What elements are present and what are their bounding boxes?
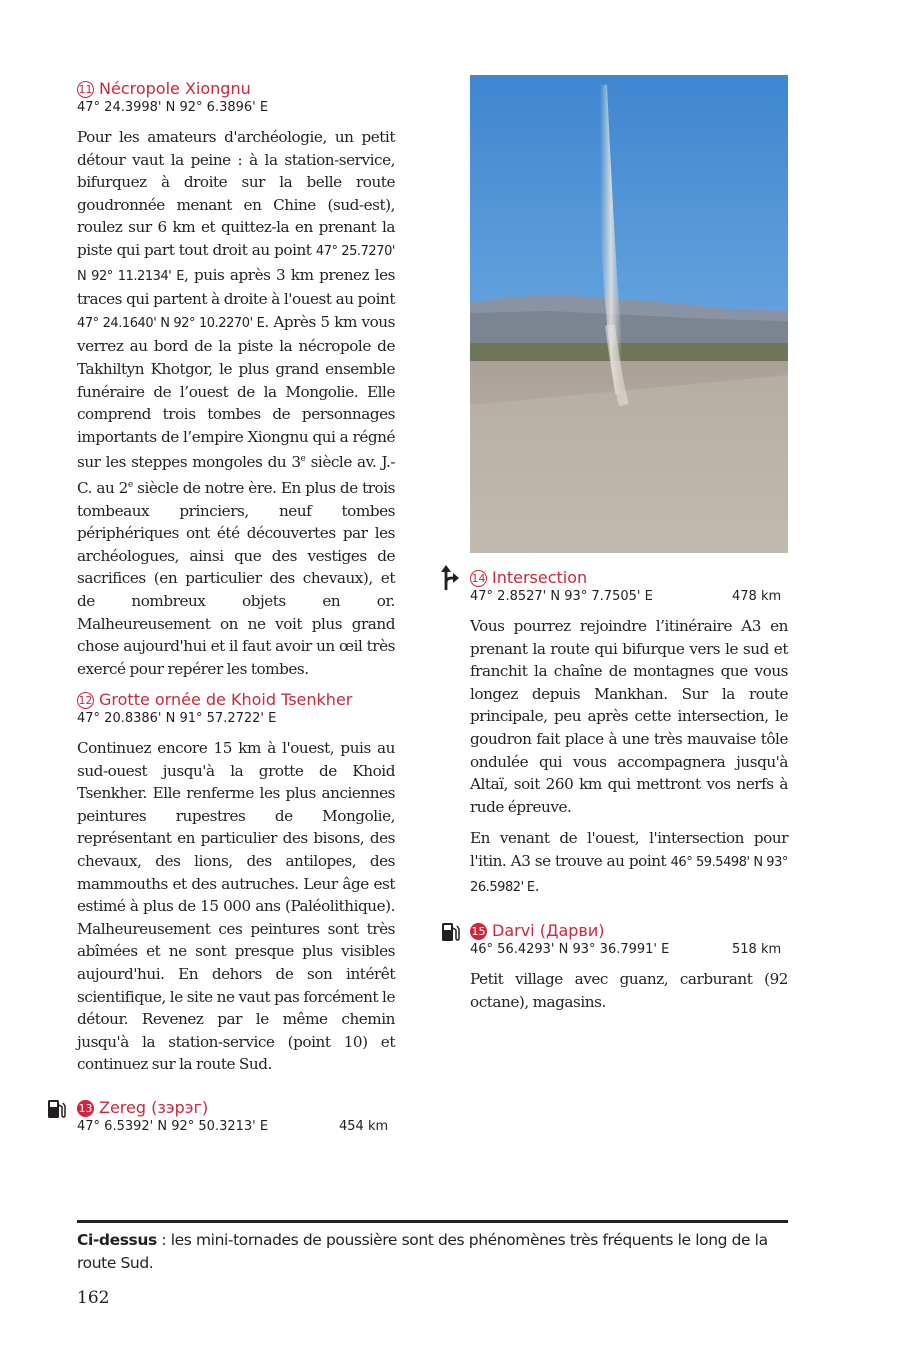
entry-description: Vous pourrez rejoindre l’itinéraire A3 en prenant la route qui bifurque vers le sud et franchit la chaîne de montagnes que vous longez depuis Mankhan. Sur la route principale, peu après cette intersection, le goudron fait place à une très mauvaise tôle ondulée qui vous accompagnera jusqu'à Altaï, soit 260 km qui mettront vos nerfs à rude épreuve.: [470, 617, 788, 816]
entry-title-text: Zereg (зэрэг): [99, 1098, 209, 1117]
entry-number-badge: 12: [78, 694, 93, 707]
entry-number-badge: 15: [471, 925, 486, 938]
distance-value: 518 km: [732, 942, 782, 957]
gps-inline: 46° 59.5498' N 93° 26.5982' E: [470, 854, 788, 895]
fuel-pump-icon: [47, 1099, 66, 1119]
entry-number-badge: 13: [78, 1102, 93, 1115]
entry-title-text: Nécropole Xiongnu: [99, 79, 251, 98]
entry-necropole: [77, 79, 395, 680]
dust-devil-landscape: [470, 75, 788, 553]
gps-coordinates: 46° 56.4293' N 93° 36.7991' E 518 km: [470, 942, 782, 957]
photo-caption: [77, 1229, 788, 1274]
gps-inline: 47° 25.7270' N 92° 11.2134' E: [77, 243, 396, 284]
entry-description: Petit village avec guanz, carburant (92 octane), magasins.: [470, 970, 788, 1011]
distance-value: 478 km: [732, 589, 782, 604]
entry-title: [470, 568, 788, 588]
page-number: 162: [77, 1288, 110, 1308]
entry-title: [470, 921, 788, 941]
entry-description-2: En venant de l'ouest, l'intersection pour l'itin. A3 se trouve au point 46° 59.5498' N 93° 26.5982' E.: [470, 829, 788, 895]
entry-intersection: [470, 568, 788, 899]
entry-title: [77, 690, 395, 710]
entry-title: [77, 1098, 395, 1118]
entry-title-text: Intersection: [492, 568, 588, 587]
entry-title: [77, 79, 395, 99]
entry-zereg: [77, 1098, 395, 1136]
entry-title-text: Darvi (Дарви): [492, 921, 605, 940]
gps-inline: 47° 24.1640' N 92° 10.2270' E: [77, 315, 265, 331]
entry-description: Continuez encore 15 km à l'ouest, puis au sud-ouest jusqu'à la grotte de Khoid Tsenkher. Elle renferme les plus anciennes peintures rupestres de Mongolie, représentant en particulier des bisons, des chevaux, des lions, des antilopes, des mammouths et des autruches. Leur âge est estimé à plus de 15 000 ans (Paléolithique). Malheureusement ces peintures sont très abîmées et ne sont presque plus visibles aujourd'hui. En dehors de son intérêt scientifique, le site ne vaut pas forcément le détour. Revenez par le même chemin jusqu'à la station-service (point 10) et continuez sur la route Sud.: [77, 739, 395, 1074]
caption-divider: [77, 1220, 788, 1223]
fuel-pump-icon: [441, 922, 460, 942]
distance-value: 454 km: [339, 1119, 389, 1134]
caption-text: : les mini-tornades de poussière sont des phénomènes très fréquents le long de la route Sud.: [77, 1231, 768, 1272]
gps-coordinates: 47° 20.8386' N 91° 57.2722' E: [77, 711, 277, 726]
entry-description: Pour les amateurs d'archéologie, un petit détour vaut la peine : à la station-service, bifurquez à droite sur la belle route goudronnée menant en Chine (sud-est), roulez sur 6 km et quittez-la en prenant la piste qui part tout droit au point 47° 25.7270' N 92° 11.2134' E, puis après 3 km prenez les traces qui partent à droite à l'ouest au point 47° 24.1640' N 92° 10.2270' E. Après 5 km vous verrez au bord de la piste la nécropole de Takhiltyn Khotgor, le plus grand ensemble funéraire de l’ouest de la Mongolie. Elle comprend trois tombes de personnages importants de l’empire Xiongnu qui a régné sur les steppes mongoles du 3e siècle av. J.-C. au 2e siècle de notre ère. En plus de trois tombeaux princiers, neuf tombes périphériques ont été découvertes par les archéologues, ainsi que des vestiges de sacrifices (en particulier des chevaux), et de nombreux objets en or. Malheureusement on ne voit plus grand chose aujourd'hui et il faut avoir un œil très exercé pour repérer les tombes.: [77, 128, 396, 678]
entry-title-text: Grotte ornée de Khoid Tsenkher: [99, 690, 353, 709]
entry-number-badge: 11: [78, 83, 93, 96]
gps-coordinates: 47° 6.5392' N 92° 50.3213' E 454 km: [77, 1119, 389, 1134]
road-junction-icon: [440, 563, 460, 591]
gps-coordinates: 47° 2.8527' N 93° 7.7505' E 478 km: [470, 589, 782, 604]
gps-coordinates: 47° 24.3998' N 92° 6.3896' E: [77, 100, 269, 115]
dust-devil-photo: [470, 75, 788, 553]
entry-darvi: [470, 921, 788, 1013]
entry-grotte: [77, 690, 395, 1076]
entry-number-badge: 14: [471, 572, 486, 585]
caption-label: Ci-dessus: [77, 1231, 157, 1249]
